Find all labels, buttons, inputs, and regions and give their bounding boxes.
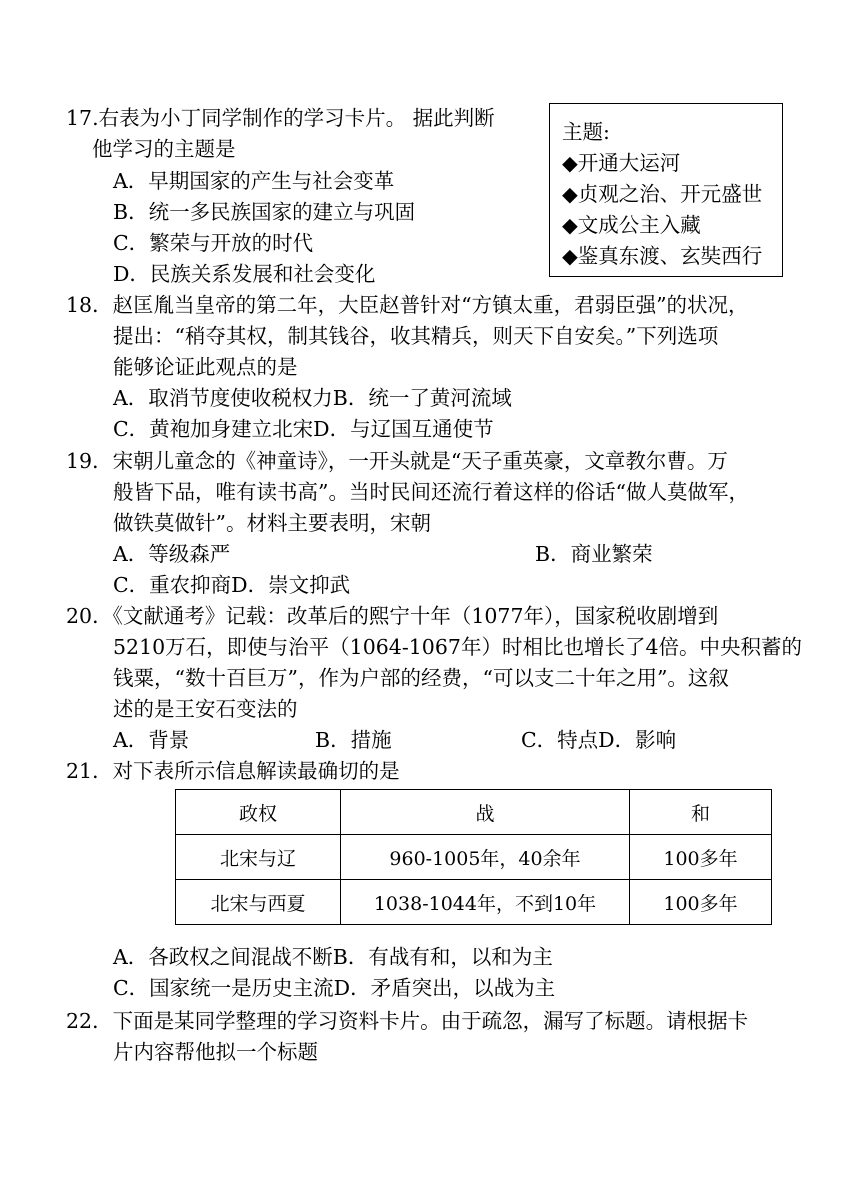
table-header: 政权 [176,790,341,835]
table-cell: 100多年 [630,880,772,925]
table-cell: 960-1005年，40余年 [341,835,630,880]
q17-stem-line1: 17.右表为小丁同学制作的学习卡片。 据此判断 [66,106,495,130]
q17-option-a: A．早期国家的产生与社会变革 [113,169,395,193]
table-row [176,835,772,880]
table-header: 和 [630,790,772,835]
table-cell: 北宋与西夏 [176,880,341,925]
q17-option-b: B．统一多民族国家的建立与巩固 [113,200,416,224]
q19-stem-line3: 做铁莫做针”。材料主要表明，宋朝 [113,511,431,535]
study-card-item: ◆文成公主入藏 [562,213,701,237]
study-card-item: ◆开通大运河 [562,151,681,175]
q18-options-row2: C．黄袍加身建立北宋D．与辽国互通使节 [113,417,494,441]
q19-option-a: A．等级森严 [113,542,231,566]
table-header: 战 [341,790,630,835]
q20-stem-line3: 钱粟，“数十百巨万”，作为户部的经费，“可以支二十年之用”。这叙 [113,666,729,690]
table-cell: 100多年 [630,835,772,880]
q17-stem-line2: 他学习的主题是 [92,137,236,161]
study-card [549,103,783,277]
q19-stem-line2: 般皆下品，唯有读书高”。当时民间还流行着这样的俗话“做人莫做军， [113,480,749,504]
table-cell: 北宋与辽 [176,835,341,880]
study-card-title: 主题: [562,120,610,144]
table-cell: 1038-1044年，不到10年 [341,880,630,925]
study-card-item: ◆鉴真东渡、玄奘西行 [562,244,763,268]
q20-option-a: A．背景 [113,728,190,752]
table-row [176,880,772,925]
q18-options-row1: A．取消节度使收税权力B．统一了黄河流域 [113,386,512,410]
q22-stem-line2: 片内容帮他拟一个标题 [113,1040,318,1064]
q18-stem-line3: 能够论证此观点的是 [113,355,298,379]
q19-stem-line1: 19．宋朝儿童念的《神童诗》，一开头就是“天子重英豪，文章教尔曹。万 [66,449,728,473]
q21-options-row2: C．国家统一是历史主流D．矛盾突出，以战为主 [113,976,556,1000]
q17-option-c: C．繁荣与开放的时代 [113,231,314,255]
war-peace-table [175,789,772,925]
q20-stem-line4: 述的是王安石变法的 [113,697,298,721]
q19-option-b: B．商业繁荣 [535,542,653,566]
q18-stem-line1: 18．赵匡胤当皇帝的第二年，大臣赵普针对“方镇太重，君弱臣强”的状况， [66,293,749,317]
q22-stem-line1: 22．下面是某同学整理的学习资料卡片。由于疏忽，漏写了标题。请根据卡 [66,1009,749,1033]
study-card-item: ◆贞观之治、开元盛世 [562,182,763,206]
q20-stem-line1: 20．《文献通考》记载：改革后的熙宁十年（1077年），国家税收剧增到 [66,604,719,628]
q20-options-cd: C．特点D．影响 [521,728,677,752]
q21-options-row1: A．各政权之间混战不断B．有战有和，以和为主 [113,945,553,969]
table-header-row [176,790,772,835]
q19-options-row2: C．重农抑商D．崇文抑武 [113,573,351,597]
q18-stem-line2: 提出：“稍夺其权，制其钱谷，收其精兵，则天下自安矣。”下列选项 [113,324,719,348]
q17-option-d: D．民族关系发展和社会变化 [113,262,376,286]
q20-stem-line2: 5210万石，即使与治平（1064-1067年）时相比也增长了4倍。中央积蓄的 [113,635,802,659]
q20-option-b: B．措施 [315,728,392,752]
q21-stem-line1: 21．对下表所示信息解读最确切的是 [66,759,400,783]
